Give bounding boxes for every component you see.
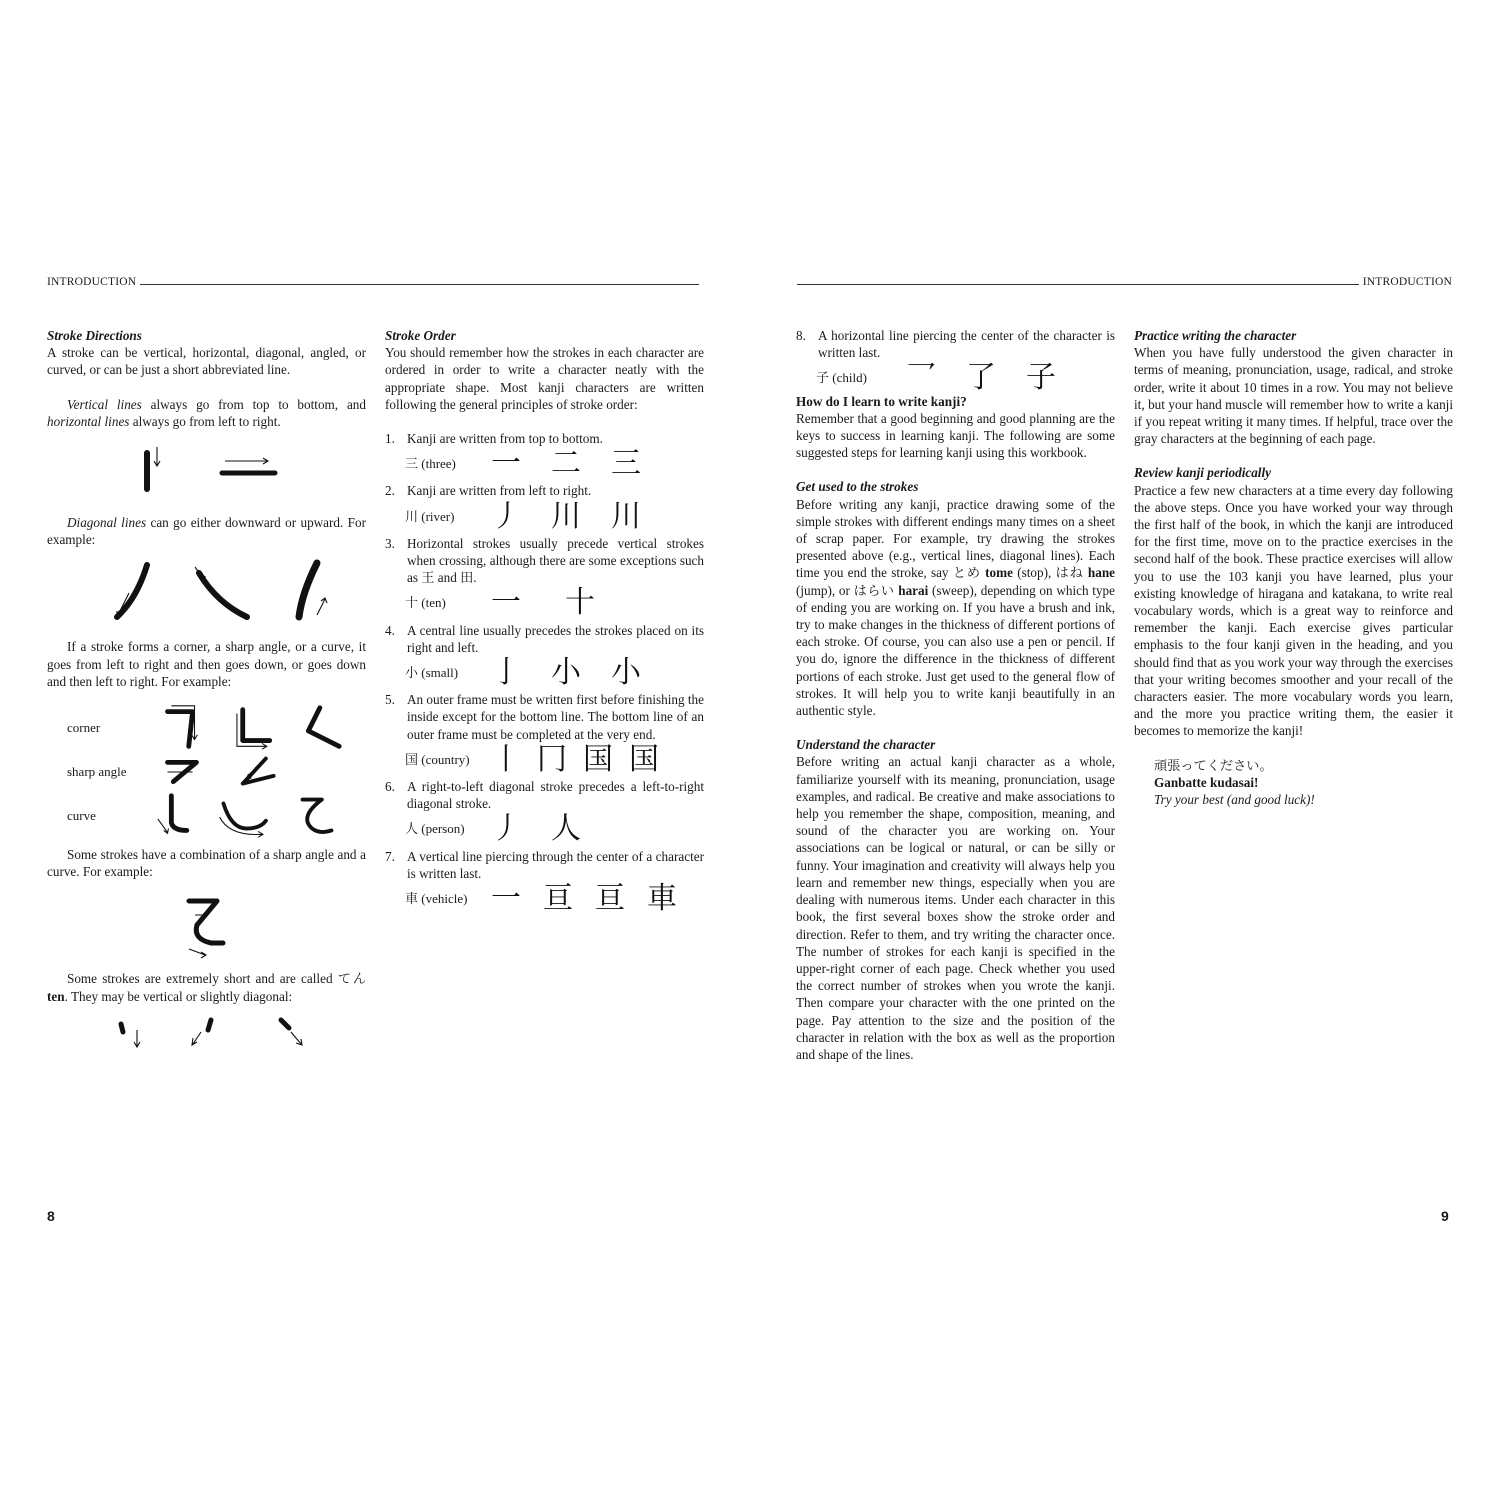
example-label: 国 (country) bbox=[405, 751, 470, 767]
example-label: 子 (child) bbox=[816, 370, 867, 386]
stroke-steps: 亅 小 小 bbox=[491, 655, 641, 691]
stroke-order-rule-6: 6. A right-to-left diagonal stroke precedes a left-to-right diagonal stroke. 人 (person) 丿 人 bbox=[385, 779, 704, 847]
running-head bbox=[47, 276, 703, 288]
page-number: 9 bbox=[1441, 1208, 1449, 1224]
shape-label-corner: corner bbox=[67, 720, 101, 736]
angled-strokes-figure bbox=[47, 702, 366, 842]
running-head-title: INTRODUCTION bbox=[1362, 276, 1452, 288]
stroke-steps: 一 二 三 bbox=[491, 446, 641, 482]
stroke-steps: 乛 了 子 bbox=[906, 360, 1056, 396]
stroke-order-column bbox=[385, 327, 704, 919]
section-title-how: How do I learn to write kanji? bbox=[796, 393, 967, 409]
paragraph: A stroke can be vertical, horizontal, diagonal, angled, or curved, or can be just a short abbreviated line. bbox=[47, 345, 366, 378]
right-page bbox=[749, 0, 1498, 1498]
paragraph: If a stroke forms a corner, a sharp angle, or a curve, it goes from left to right and then goes down, or goes down and then left to right. For example: bbox=[47, 639, 366, 689]
shape-label-sharp-angle: sharp angle bbox=[67, 764, 127, 780]
paragraph: Before writing any kanji, practice drawing some of the simple strokes with different endings many times on a sheet of scrap paper. For example, try drawing the strokes presented above (e.g., vertical lines, diagonal lines). Each time you end the stroke, say とめ tome (stop), はね hane (jump), or はらい harai (sweep), depending on which type of ending you are working on. If you have a brush and ink, try to make changes in the thickness of different portions of each stroke. Of course, you can also use a pen or pencil. If you do, ignore the difference in the thickness of different portions of each stroke. Just get used to the general flow of strokes. It will help you to write kanji beautifully in an authentic style. bbox=[796, 496, 1116, 719]
stroke-order-rule-5: 5. An outer frame must be written first before finishing the inside except for the bottom line. The bottom line of an outer frame must be completed at the very end. 国 (country) 丨 冂 国 国 bbox=[385, 692, 705, 777]
example-label: 小 (small) bbox=[405, 665, 459, 681]
example-label: 三 (three) bbox=[405, 456, 456, 472]
stroke-order-rule-4: 4. A central line usually precedes the strokes placed on its right and left. 小 (small) 亅 小 小 bbox=[385, 622, 704, 691]
practice-column bbox=[1134, 327, 1453, 808]
running-head-title: INTRODUCTION bbox=[47, 276, 137, 288]
sharp-angle-curve-figure bbox=[47, 880, 366, 970]
stroke-steps: 一 亘 亘 車 bbox=[491, 881, 677, 917]
paragraph: Some strokes are extremely short and are called てん ten. They may be vertical or slightly diagonal: bbox=[47, 971, 367, 1004]
example-label: 人 (person) bbox=[405, 821, 465, 837]
stroke-order-rule-2: 2. Kanji are written from left to right. 川 (river) 丿 川 川 bbox=[385, 483, 641, 534]
example-label: 十 (ten) bbox=[405, 595, 446, 611]
section-title-understand: Understand the character bbox=[796, 737, 936, 753]
closing-message bbox=[1154, 757, 1453, 809]
closing-romaji: Ganbatte kudasai! bbox=[1154, 774, 1259, 790]
paragraph: Vertical lines always go from top to bottom, and horizontal lines always go from left to right. bbox=[47, 396, 366, 429]
paragraph: When you have fully understood the given character in terms of meaning, pronunciation, usage, radical, and stroke order, write it about 10 times in a row. You may not believe it, but your hand muscle will remember how to write a kanji if you repeat writing it many times. If helpful, trace over the gray characters at the beginning of each page. bbox=[1134, 345, 1453, 447]
sharp-angle-row bbox=[47, 754, 366, 790]
diagonal-strokes-figure bbox=[47, 548, 366, 638]
section-title-stroke-order: Stroke Order bbox=[385, 328, 456, 343]
paragraph: Some strokes have a combination of a sharp angle and a curve. For example: bbox=[47, 847, 366, 880]
stroke-steps: 一 十 bbox=[491, 585, 595, 621]
page-number: 8 bbox=[47, 1208, 55, 1224]
section-title-strokes: Get used to the strokes bbox=[796, 479, 919, 495]
head-rule bbox=[797, 283, 1359, 285]
vertical-horizontal-strokes-figure bbox=[47, 430, 366, 514]
closing-japanese: 頑張ってください。 bbox=[1154, 757, 1273, 773]
learning-steps-column bbox=[796, 327, 1115, 1063]
stroke-steps: 丨 冂 国 国 bbox=[491, 741, 659, 777]
stroke-steps: 丿 人 bbox=[491, 811, 581, 847]
section-title-practice: Practice writing the character bbox=[1134, 328, 1297, 343]
corner-row bbox=[47, 702, 366, 754]
section-title-stroke-directions: Stroke Directions bbox=[47, 328, 142, 343]
head-rule bbox=[140, 283, 699, 285]
stroke-order-rule-7: 7. A vertical line piercing through the center of a character is written last. 車 (vehicle) 一 亘 亘 車 bbox=[385, 848, 704, 917]
paragraph: Before writing an actual kanji character as a whole, familiarize yourself with its meaning, pronunciation, usage examples, and radical. Be creative and make associations to help you remember the shape, composition, meaning, and sound of the character you are working on. Your associations can be logical or natural, or can be silly or funny. Your imagination and creativity will always help you learn and remember new things, especially when you are dealing with numerous items. Under each character in this book, the first several boxes show the stroke order and direction. Refer to them, and try writing the character once. The number of strokes for each kanji is specified in the upper-right corner of each page. Check whether you used the correct number of strokes when you wrote the kanji. Then compare your character with the one printed on the page. Pay attention to the size and the position of the character in relation with the box as well as the proportion and shape of the lines. bbox=[796, 754, 1115, 1062]
paragraph: Remember that a good beginning and good planning are the keys to success in learning kanji. The following are some suggested steps for learning kanji using this workbook. bbox=[796, 410, 1115, 461]
running-head bbox=[797, 276, 1452, 288]
example-label: 車 (vehicle) bbox=[405, 891, 468, 907]
stroke-directions-column bbox=[47, 327, 366, 1065]
shape-label-curve: curve bbox=[67, 808, 96, 824]
closing-english: Try your best (and good luck)! bbox=[1154, 792, 1315, 808]
ten-strokes-figure bbox=[47, 1005, 366, 1065]
paragraph: Diagonal lines can go either downward or upward. For example: bbox=[47, 515, 367, 548]
example-label: 川 (river) bbox=[405, 508, 455, 524]
stroke-order-rule-1: 1. Kanji are written from top to bottom. 三 (three) 一 二 三 bbox=[385, 431, 641, 482]
stroke-order-rule-8: 8. A horizontal line piercing the center of the character is written last. 子 (child) 乛 了 子 bbox=[796, 328, 1115, 396]
stroke-steps: 丿 川 川 bbox=[491, 498, 641, 534]
paragraph: Practice a few new characters at a time every day following the above steps. Once you have worked your way through the first half of the book, in which the kanji are introduced for the first time, move on to the practice exercises in the second half of the book. These practice exercises will allow you to use the 103 kanji you have learned, plus your existing knowledge of hiragana and katakana, to write real vocabulary words, which is a great way to reinforce and remember the kanji. Each exercise gives particular emphasis to the four kanji given in the heading, and you should find that as you work your way through the exercises that your writing becomes smoother and your recall of the characters easier. The more vocabulary words you learn, and the more you practice writing them, the easier it becomes to memorize the kanji! bbox=[1134, 482, 1453, 739]
paragraph: You should remember how the strokes in each character are ordered in order to write a character neatly with the appropriate shape. Most kanji characters are written following the general principles of stroke order: bbox=[385, 345, 704, 412]
section-title-review: Review kanji periodically bbox=[1134, 465, 1271, 481]
stroke-order-rule-3: 3. Horizontal strokes usually precede vertical strokes when crossing, although there are some exceptions such as 王 and 田. 十 (ten) 一 十 bbox=[385, 535, 704, 621]
curve-row bbox=[47, 790, 366, 842]
